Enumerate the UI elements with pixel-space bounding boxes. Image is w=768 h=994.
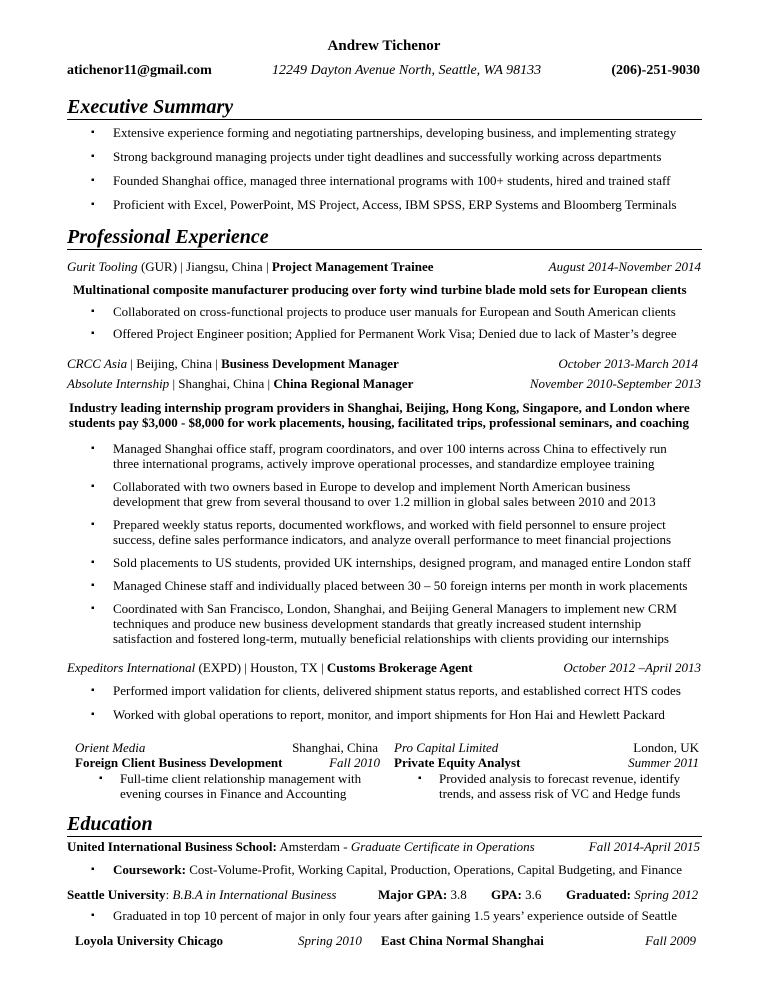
degree: B.B.A in International Business	[172, 887, 337, 902]
bullet-icon: ▪	[91, 864, 95, 875]
list-item: three international programs, actively improve operational processes, and standardize employee training	[113, 456, 655, 471]
list-item: Collaborated with two owners based in Europe to develop and implement North American business	[113, 479, 631, 494]
coursework-list: Cost-Volume-Profit, Working Capital, Production, Operations, Capital Budgeting, and Finance	[185, 862, 682, 877]
job-dates: November 2010-September 2013	[529, 376, 701, 391]
list-item: Founded Shanghai office, managed three international programs with 100+ students, hired and trained staff	[113, 173, 671, 188]
company-tagline: Multinational composite manufacturer producing over forty wind turbine blade mold sets for European clients	[73, 282, 687, 297]
list-item: Prepared weekly status reports, documented workflows, and worked with field personnel to ensure project	[113, 517, 666, 532]
job-title: Customs Brokerage Agent	[326, 660, 473, 675]
bullet-icon: ▪	[91, 709, 95, 720]
bullet-icon: ▪	[91, 175, 95, 186]
school-name: East China Normal Shanghai	[381, 933, 544, 948]
job-line-crcc	[67, 356, 399, 372]
bullet-icon: ▪	[91, 603, 95, 614]
list-item: Proficient with Excel, PowerPoint, MS Project, Access, IBM SPSS, ERP Systems and Bloomberg Terminals	[113, 197, 677, 212]
job-dates: Summer 2011	[628, 755, 699, 770]
bullet-icon: ▪	[91, 580, 95, 591]
bullet-icon: ▪	[91, 151, 95, 162]
company-location: London, UK	[633, 740, 699, 755]
list-item: satisfaction and fostered long-term, mutually beneficial relationships with clients providing our internships	[113, 631, 669, 646]
company-location: | Beijing, China |	[127, 356, 222, 371]
company-location: (GUR) | Jiangsu, China |	[137, 259, 272, 274]
list-item: evening courses in Finance and Accounting	[120, 786, 347, 801]
company: Absolute Internship	[67, 376, 170, 391]
bullet-icon: ▪	[91, 199, 95, 210]
list-item: Graduated in top 10 percent of major in only four years after gaining 1.5 years’ experience outside of Seattle	[113, 908, 677, 923]
school-location: Amsterdam -	[276, 839, 351, 854]
job-title: China Regional Manager	[273, 376, 414, 391]
list-item: Coordinated with San Francisco, London, Shanghai, and Beijing General Managers to implement new CRM	[113, 601, 677, 616]
graduated-label: Graduated:	[566, 887, 631, 902]
gpa-value: 3.6	[521, 887, 542, 902]
list-item: success, define sales performance indicators, and analyze overall performance to meet financial projections	[113, 532, 672, 547]
job-title: Foreign Client Business Development	[75, 755, 283, 770]
school-name: United International Business School:	[67, 839, 277, 854]
company-tagline: students pay $3,000 - $8,000 for work placements, housing, facilitated trips, professional seminars, and coaching	[69, 415, 689, 430]
address: 12249 Dayton Avenue North, Seattle, WA 98133	[272, 63, 542, 78]
company-location: | Shanghai, China |	[169, 376, 274, 391]
school-line-uibs	[67, 839, 535, 855]
job-title: Business Development Manager	[221, 356, 399, 371]
bullet-icon: ▪	[91, 127, 95, 138]
school-name: Seattle University	[67, 887, 166, 902]
section-divider	[67, 119, 702, 120]
job-line-gurit	[67, 259, 434, 275]
job-title: Project Management Trainee	[271, 259, 434, 274]
email: atichenor11@gmail.com	[67, 63, 212, 78]
company: CRCC Asia	[67, 356, 128, 371]
list-item: Collaborated on cross-functional projects to produce user manuals for European and South American clients	[113, 304, 676, 319]
bullet-icon: ▪	[91, 443, 95, 454]
bullet-icon: ▪	[91, 557, 95, 568]
company-location: Shanghai, China	[292, 740, 378, 755]
company-location: (EXPD) | Houston, TX |	[195, 660, 327, 675]
bullet-icon: ▪	[91, 481, 95, 492]
list-item: trends, and assess risk of VC and Hedge funds	[439, 786, 681, 801]
list-item: Managed Chinese staff and individually placed between 30 – 50 foreign interns per month in work placements	[113, 578, 688, 593]
list-item: Performed import validation for clients, delivered shipment status reports, and established correct HTS codes	[113, 683, 681, 698]
coursework-label: Coursework:	[113, 862, 186, 877]
school-name: Loyola University Chicago	[75, 933, 224, 948]
section-divider	[67, 249, 702, 250]
company: Pro Capital Limited	[394, 740, 499, 755]
list-item: Worked with global operations to report, monitor, and import shipments for Hon Hai and Hewlett Packard	[113, 707, 665, 722]
list-item: Sold placements to US students, provided UK internships, designed program, and managed entire London staff	[113, 555, 691, 570]
company: Orient Media	[75, 740, 146, 755]
job-line-absolute	[67, 376, 413, 392]
company: Expeditors International	[67, 660, 196, 675]
bullet-icon: ▪	[99, 773, 103, 784]
school-dates: Spring 2010	[298, 933, 362, 948]
list-item: techniques and produce new business development standards that greatly increased student internship	[113, 616, 642, 631]
company-tagline: Industry leading internship program providers in Shanghai, Beijing, Hong Kong, Singapore, and London where	[69, 400, 690, 415]
major-gpa	[378, 887, 467, 903]
school-dates: Fall 2014-April 2015	[588, 839, 700, 854]
bullet-icon: ▪	[91, 306, 95, 317]
coursework	[113, 862, 682, 878]
section-divider	[67, 836, 702, 837]
bullet-icon: ▪	[91, 328, 95, 339]
job-line-expeditors	[67, 660, 473, 676]
graduation	[566, 887, 698, 903]
list-item: Provided analysis to forecast revenue, identify	[439, 771, 681, 786]
list-item: Strong background managing projects under tight deadlines and successfully working across departments	[113, 149, 662, 164]
section-heading-summary: Executive Summary	[67, 96, 234, 118]
bullet-icon: ▪	[91, 910, 95, 921]
job-dates: Fall 2010	[329, 755, 380, 770]
major-gpa-value: 3.8	[447, 887, 467, 902]
bullet-icon: ▪	[91, 519, 95, 530]
job-dates: October 2013-March 2014	[558, 356, 698, 371]
section-heading-education: Education	[67, 813, 153, 835]
section-heading-experience: Professional Experience	[67, 226, 269, 248]
bullet-icon: ▪	[418, 773, 422, 784]
major-gpa-label: Major GPA:	[378, 887, 448, 902]
job-title: Private Equity Analyst	[394, 755, 521, 770]
school-line-seattle	[67, 887, 337, 903]
gpa-label: GPA:	[491, 887, 522, 902]
list-item: Managed Shanghai office staff, program coordinators, and over 100 interns across China to effectively run	[113, 441, 667, 456]
company: Gurit Tooling	[67, 259, 138, 274]
list-item: Extensive experience forming and negotiating partnerships, developing business, and implementing strategy	[113, 125, 677, 140]
graduated-value: Spring 2012	[631, 887, 699, 902]
bullet-icon: ▪	[91, 685, 95, 696]
list-item: development that grew from several thousand to over 1.2 million in global sales between 2010 and 2013	[113, 494, 656, 509]
list-item: Full-time client relationship management with	[120, 771, 362, 786]
job-dates: August 2014-November 2014	[548, 259, 701, 274]
gpa	[491, 887, 541, 903]
candidate-name: Andrew Tichenor	[327, 38, 441, 54]
separator: :	[165, 887, 173, 902]
phone: (206)-251-9030	[611, 63, 700, 78]
school-dates: Fall 2009	[645, 933, 696, 948]
program: Graduate Certificate in Operations	[350, 839, 535, 854]
list-item: Offered Project Engineer position; Applied for Permanent Work Visa; Denied due to lack of Master’s degree	[113, 326, 677, 341]
job-dates: October 2012 –April 2013	[563, 660, 701, 675]
